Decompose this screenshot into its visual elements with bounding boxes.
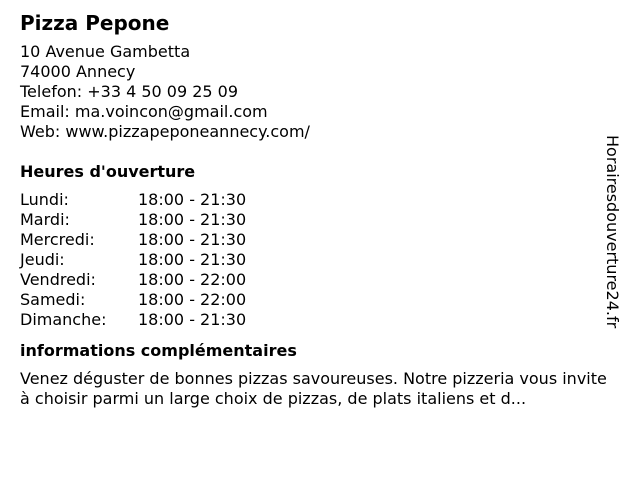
day-label: Mardi: (20, 210, 70, 229)
time-range: 18:00 - 21:30 (138, 310, 247, 329)
time-range: 18:00 - 22:00 (138, 270, 247, 289)
day-label: Vendredi: (20, 270, 96, 289)
additional-info-heading: informations complémentaires (20, 341, 297, 360)
day-label: Lundi: (20, 190, 69, 209)
address-street: 10 Avenue Gambetta (20, 42, 191, 61)
site-watermark: Horairesdouverture24.fr (603, 135, 622, 329)
hours-row-thursday (20, 250, 246, 270)
hours-row-wednesday (20, 230, 246, 250)
hours-row-friday (20, 270, 246, 290)
time-range: 18:00 - 21:30 (138, 190, 247, 209)
time-range: 18:00 - 21:30 (138, 250, 247, 269)
email-address: Email: ma.voincon@gmail.com (20, 102, 268, 121)
time-range: 18:00 - 22:00 (138, 290, 247, 309)
day-label: Dimanche: (20, 310, 107, 329)
hours-row-monday (20, 190, 246, 210)
day-label: Jeudi: (20, 250, 65, 269)
opening-hours-heading: Heures d'ouverture (20, 162, 196, 181)
time-range: 18:00 - 21:30 (138, 230, 247, 249)
time-range: 18:00 - 21:30 (138, 210, 247, 229)
day-label: Samedi: (20, 290, 86, 309)
address-block (20, 42, 610, 142)
hours-row-sunday (20, 310, 246, 330)
business-card (20, 10, 610, 409)
day-label: Mercredi: (20, 230, 95, 249)
hours-row-tuesday (20, 210, 246, 230)
address-city: 74000 Annecy (20, 62, 136, 81)
hours-row-saturday (20, 290, 246, 310)
additional-info-text: Venez déguster de bonnes pizzas savoureuses. Notre pizzeria vous invite à choisir parmi un large choix de pizzas, de plats italiens et d... (20, 369, 607, 408)
business-name: Pizza Pepone (20, 11, 170, 35)
website-address: Web: www.pizzapeponeannecy.com/ (20, 122, 310, 141)
opening-hours-table (20, 190, 246, 330)
phone-number: Telefon: +33 4 50 09 25 09 (20, 82, 239, 101)
